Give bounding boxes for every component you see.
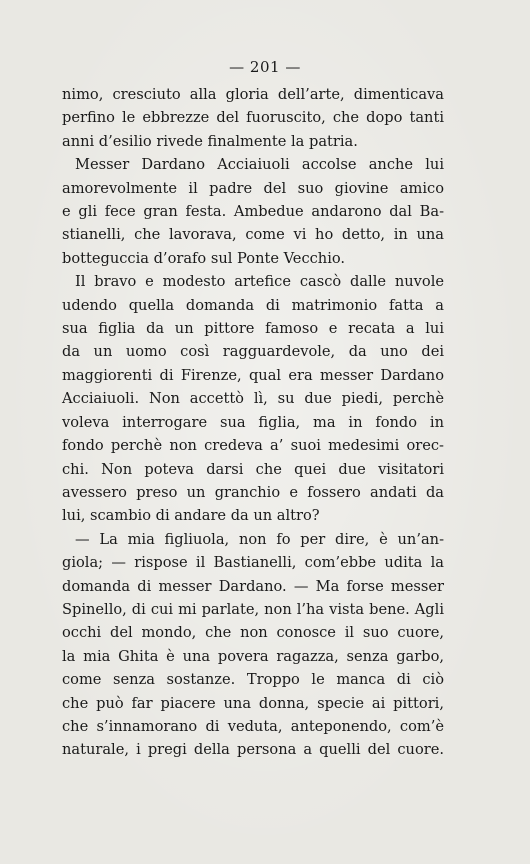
text-line: chi. Non poteva darsi che quei due visitatori <box>62 460 444 478</box>
page-number: — 201 — <box>229 58 301 76</box>
text-line: occhi del mondo, che non conosce il suo cuore, <box>62 624 444 642</box>
text-line: voleva interrogare sua figlia, ma in fondo in <box>62 413 444 431</box>
text-line: amorevolmente il padre del suo giovine amico <box>62 179 444 197</box>
text-line: da un uomo così ragguardevole, da uno dei <box>62 343 444 361</box>
text-line: fondo perchè non credeva a’ suoi medesimi orec- <box>62 437 444 455</box>
text-line: domanda di messer Dardano. — Ma forse messer <box>62 577 444 595</box>
text-line: — La mia figliuola, non fo per dire, è un’an- <box>75 530 444 548</box>
text-line: Messer Dardano Acciaiuoli accolse anche lui <box>75 156 444 174</box>
text-line: maggiorenti di Firenze, qual era messer Dardano <box>62 366 444 384</box>
text-line: Acciaiuoli. Non accettò lì, su due piedi, perchè <box>62 390 444 408</box>
text-line: stianelli, che lavorava, come vi ho detto, in una <box>62 226 444 244</box>
text-line: che può far piacere una donna, specie ai pittori, <box>62 694 444 712</box>
body-text <box>62 83 444 762</box>
text-line: avessero preso un granchio e fossero andati da <box>62 483 444 501</box>
text-line: naturale, i pregi della persona a quelli del cuore. <box>62 741 444 759</box>
text-line: perfino le ebbrezze del fuoruscito, che dopo tanti <box>62 109 444 127</box>
text-line: Il bravo e modesto artefice cascò dalle nuvole <box>75 273 444 291</box>
text-line: che s’innamorano di veduta, anteponendo, com’è <box>62 717 444 735</box>
text-line: Spinello, di cui mi parlate, non l’ha vista bene. Agli <box>62 600 444 618</box>
text-line: giola; — rispose il Bastianelli, com’ebbe udita la <box>62 554 444 572</box>
text-line: e gli fece gran festa. Ambedue andarono dal Ba- <box>62 203 444 221</box>
text-line: botteguccia d’orafo sul Ponte Vecchio. <box>62 249 346 267</box>
text-line: udendo quella domanda di matrimonio fatta a <box>62 296 444 314</box>
text-line: nimo, cresciuto alla gloria dell’arte, dimenticava <box>62 86 444 103</box>
text-line: la mia Ghita è una povera ragazza, senza garbo, <box>62 647 444 665</box>
text-line: anni d’esilio rivede finalmente la patria. <box>62 132 358 150</box>
text-line: come senza sostanze. Troppo le manca di ciò <box>62 671 444 689</box>
text-line: lui, scambio di andare da un altro? <box>62 507 320 525</box>
text-line: sua figlia da un pittore famoso e recata a lui <box>62 320 444 338</box>
